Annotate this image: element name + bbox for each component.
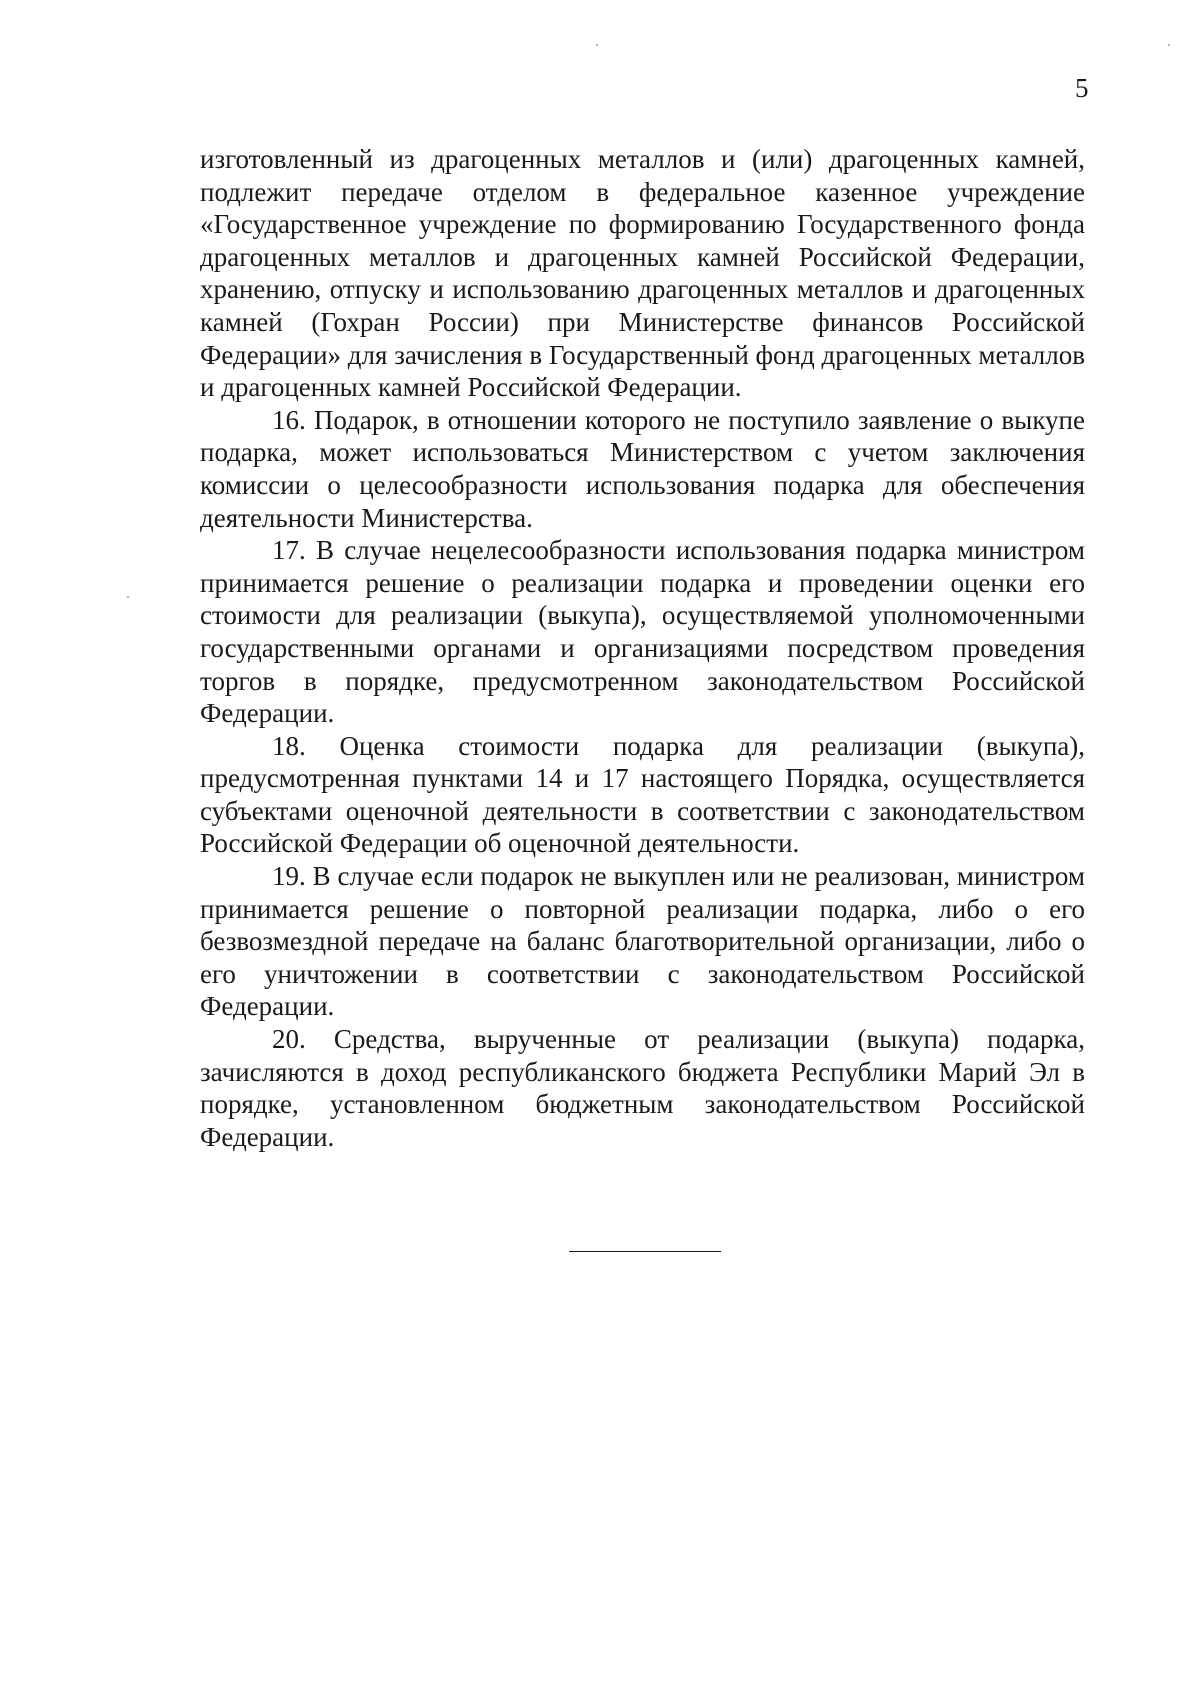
paragraph-continuation: изготовленный из драгоценных металлов и (или) драгоценных камней, подлежит передаче отделом в федеральное казенное учреждение «Государственное учреждение по формированию Государственного фонда драгоценных металлов и драгоценных камней Российской Федерации, хранению, отпуску и использованию драгоценных металлов и драгоценных камней (Гохран России) при Министерстве финансов Российской Федерации» для зачисления в Государственный фонд драгоценных металлов и драгоценных камней Российской Федерации. [200, 144, 1085, 403]
document-body [200, 143, 1085, 1153]
scan-speck [596, 44, 598, 46]
paragraph-item-16: 16. Подарок, в отношении которого не поступило заявление о выкупе подарка, может использоваться Министерством с учетом заключения комиссии о целесообразности использования подарка для обеспечения деятельности Министерства. [200, 404, 1085, 533]
paragraph-item-20: 20. Средства, вырученные от реализации (выкупа) подарка, зачисляются в доход республиканского бюджета Республики Марий Эл в порядке, установленном бюджетным законодательством Российской Федерации. [200, 1024, 1085, 1152]
scan-speck [1168, 44, 1170, 46]
paragraph-item-19: 19. В случае если подарок не выкуплен или не реализован, министром принимается решение о повторной реализации подарка, либо о его безвозмездной передаче на баланс благотворительной организации, либо о его уничтожении в соответствии с законодательством Российской Федерации. [200, 861, 1085, 1022]
end-of-text-rule [569, 1251, 721, 1252]
page-number: 5 [1075, 73, 1089, 103]
paragraph-item-18: 18. Оценка стоимости подарка для реализации (выкупа), предусмотренная пунктами 14 и 17 настоящего Порядка, осуществляется субъектами оценочной деятельности в соответствии с законодательством Российской Федерации об оценочной деятельности. [200, 730, 1085, 859]
paragraph-item-17: 17. В случае нецелесообразности использования подарка министром принимается решение о реализации подарка и проведении оценки его стоимости для реализации (выкупа), осуществляемой уполномоченными государственными органами и организациями посредством проведения торгов в порядке, предусмотренном законодательством Российской Федерации. [200, 535, 1085, 729]
scan-speck [127, 596, 129, 598]
